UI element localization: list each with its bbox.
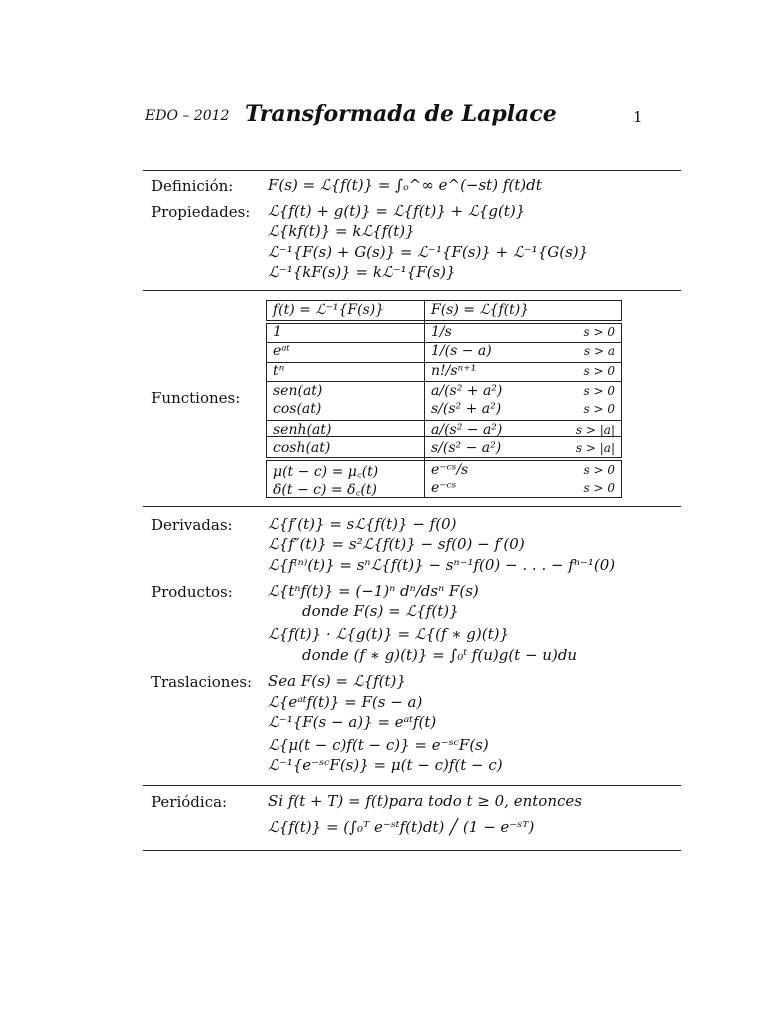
divider-3 [143, 785, 681, 786]
table-row [266, 440, 622, 459]
cell-f: eᵃᵗ [273, 343, 290, 359]
derivada-line: ℒ{f′(t)} = sℒ{f(t)} − f(0) [268, 515, 457, 533]
table-row [266, 324, 622, 343]
cell-F: s/(s² + a²) [431, 401, 502, 417]
header-F: F(s) = ℒ{f(t)} [431, 302, 530, 318]
traslacion-line: ℒ{eᵃᵗf(t)} = F(s − a) [268, 693, 423, 711]
traslaciones-label: Traslaciones: [151, 673, 253, 691]
cell-F: a/(s² − a²) [431, 422, 503, 438]
cell-f: senh(at) [273, 422, 332, 438]
cell-f: tⁿ [273, 363, 285, 379]
cell-cond: s > 0 [583, 384, 615, 398]
cell-cond: s > 0 [583, 402, 615, 416]
divider-2 [143, 506, 681, 507]
cell-F: n!/sⁿ⁺¹ [431, 363, 477, 379]
table-row [266, 383, 622, 402]
table-row [266, 480, 622, 499]
cell-F: 1/s [431, 324, 452, 340]
cell-F: s/(s² − a²) [431, 440, 502, 456]
funciones-label: Functiones: [151, 389, 241, 407]
propiedad-line: ℒ⁻¹{F(s) + G(s)} = ℒ⁻¹{F(s)} + ℒ⁻¹{G(s)} [268, 243, 589, 261]
cell-cond: s > 0 [583, 463, 615, 477]
periodica-label: Periódica: [151, 793, 228, 811]
producto-line: ℒ{tⁿf(t)} = (−1)ⁿ dⁿ/dsⁿ F(s) [268, 582, 479, 600]
producto-line: donde F(s) = ℒ{f(t)} [302, 602, 459, 620]
cell-f: sen(at) [273, 383, 323, 399]
derivada-line: ℒ{f″(t)} = s²ℒ{f(t)} − sf(0) − f′(0) [268, 535, 525, 553]
periodica-line: ℒ{f(t)} = (∫₀ᵀ e⁻ˢᵗf(t)dt) ╱ (1 − e⁻ˢᵀ) [268, 818, 535, 836]
definicion-formula: F(s) = ℒ{f(t)} = ∫ₒ^∞ e^(−st) f(t)dt [268, 176, 542, 194]
traslacion-line: ℒ{μ(t − c)f(t − c)} = e⁻ˢᶜF(s) [268, 736, 489, 754]
table-row [266, 401, 622, 420]
derivadas-label: Derivadas: [151, 516, 233, 534]
cell-f: 1 [273, 324, 282, 340]
cell-F: a/(s² + a²) [431, 383, 503, 399]
propiedad-line: ℒ{kf(t)} = kℒ{f(t)} [268, 222, 415, 240]
traslacion-line: ℒ⁻¹{F(s − a)} = eᵃᵗf(t) [268, 713, 437, 731]
producto-line: ℒ{f(t)} · ℒ{g(t)} = ℒ{(f ∗ g)(t)} [268, 625, 510, 643]
propiedad-line: ℒ{f(t) + g(t)} = ℒ{f(t)} + ℒ{g(t)} [268, 202, 526, 220]
cell-cond: s > a [584, 344, 615, 358]
definicion-label: Definición: [151, 177, 234, 195]
propiedad-line: ℒ⁻¹{kF(s)} = kℒ⁻¹{F(s)} [268, 263, 456, 281]
cell-cond: s > 0 [583, 364, 615, 378]
cell-F: 1/(s − a) [431, 343, 492, 359]
divider-top [143, 170, 681, 171]
cell-cond: s > 0 [583, 481, 615, 495]
cell-f: μ(t − c) = μ꜀(t) [273, 464, 379, 480]
table-row [266, 462, 622, 481]
page-number: 1 [633, 108, 643, 126]
table-row [266, 422, 622, 441]
divider-1 [143, 290, 681, 291]
cell-cond: s > |a| [575, 441, 615, 455]
course-label: EDO – 2012 [145, 108, 230, 124]
traslacion-line: ℒ⁻¹{e⁻ˢᶜF(s)} = μ(t − c)f(t − c) [268, 756, 503, 774]
cell-F: e⁻ᶜˢ [431, 480, 457, 496]
productos-label: Productos: [151, 583, 233, 601]
derivada-line: ℒ{f⁽ⁿ⁾(t)} = sⁿℒ{f(t)} − sⁿ⁻¹f(0) − . . . − fⁿ⁻¹(0) [268, 556, 616, 574]
producto-line: donde (f ∗ g)(t)} = ∫₀ᵗ f(u)g(t − u)du [302, 646, 578, 664]
divider-bottom [143, 850, 681, 851]
periodica-line: Si f(t + T) = f(t)para todo t ≥ 0, entonces [268, 792, 582, 810]
propiedades-label: Propiedades: [151, 203, 251, 221]
cell-f: cos(at) [273, 401, 322, 417]
cell-F: e⁻ᶜˢ/s [431, 462, 469, 478]
table-row [266, 343, 622, 362]
cell-cond: s > 0 [583, 325, 615, 339]
header-f: f(t) = ℒ⁻¹{F(s)} [273, 302, 385, 318]
cell-f: δ(t − c) = δ꜀(t) [273, 482, 377, 498]
cell-f: cosh(at) [273, 440, 331, 456]
traslacion-line: Sea F(s) = ℒ{f(t)} [268, 672, 406, 690]
page-title: Transformada de Laplace [245, 101, 557, 127]
table-header-row [266, 302, 622, 321]
cell-cond: s > |a| [575, 423, 615, 437]
table-row [266, 363, 622, 382]
